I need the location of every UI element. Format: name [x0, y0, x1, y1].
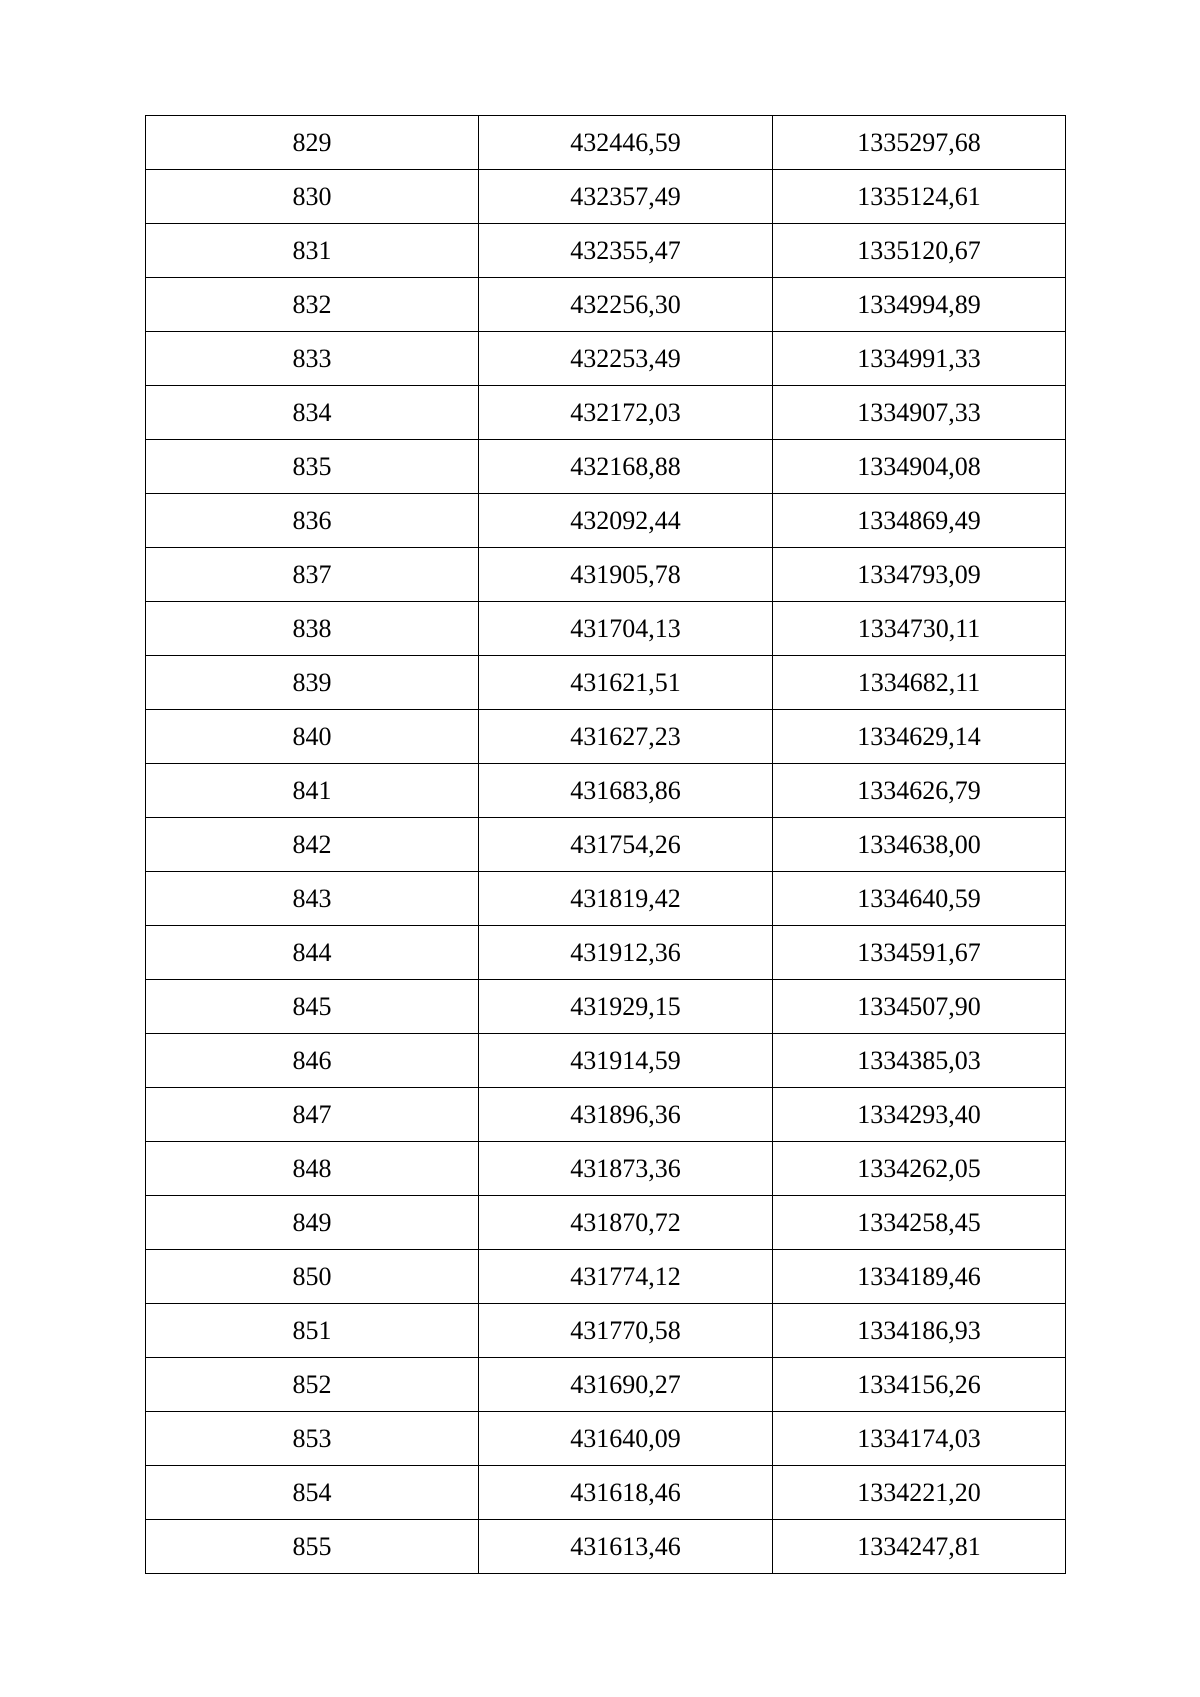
table-row [146, 1412, 1066, 1466]
table-row [146, 1466, 1066, 1520]
table-row [146, 386, 1066, 440]
coordinates-table-body [146, 116, 1066, 1574]
point-number-cell: 855 [146, 1520, 479, 1574]
point-number-cell: 835 [146, 440, 479, 494]
x-coordinate-cell: 432253,49 [479, 332, 773, 386]
y-coordinate-cell: 1334869,49 [773, 494, 1066, 548]
y-coordinate-cell: 1334907,33 [773, 386, 1066, 440]
point-number-cell: 852 [146, 1358, 479, 1412]
y-coordinate-cell: 1334221,20 [773, 1466, 1066, 1520]
table-row [146, 1088, 1066, 1142]
y-coordinate-cell: 1334293,40 [773, 1088, 1066, 1142]
table-row [146, 440, 1066, 494]
point-number-cell: 851 [146, 1304, 479, 1358]
y-coordinate-cell: 1334174,03 [773, 1412, 1066, 1466]
y-coordinate-cell: 1334793,09 [773, 548, 1066, 602]
y-coordinate-cell: 1335120,67 [773, 224, 1066, 278]
point-number-cell: 847 [146, 1088, 479, 1142]
point-number-cell: 844 [146, 926, 479, 980]
y-coordinate-cell: 1334994,89 [773, 278, 1066, 332]
x-coordinate-cell: 431640,09 [479, 1412, 773, 1466]
x-coordinate-cell: 431819,42 [479, 872, 773, 926]
y-coordinate-cell: 1334186,93 [773, 1304, 1066, 1358]
y-coordinate-cell: 1334730,11 [773, 602, 1066, 656]
y-coordinate-cell: 1334629,14 [773, 710, 1066, 764]
x-coordinate-cell: 431774,12 [479, 1250, 773, 1304]
point-number-cell: 834 [146, 386, 479, 440]
table-row [146, 656, 1066, 710]
point-number-cell: 837 [146, 548, 479, 602]
x-coordinate-cell: 431770,58 [479, 1304, 773, 1358]
y-coordinate-cell: 1334638,00 [773, 818, 1066, 872]
y-coordinate-cell: 1334626,79 [773, 764, 1066, 818]
table-row [146, 818, 1066, 872]
table-row [146, 1034, 1066, 1088]
y-coordinate-cell: 1334682,11 [773, 656, 1066, 710]
table-row [146, 278, 1066, 332]
table-row [146, 1304, 1066, 1358]
point-number-cell: 843 [146, 872, 479, 926]
x-coordinate-cell: 431683,86 [479, 764, 773, 818]
x-coordinate-cell: 431912,36 [479, 926, 773, 980]
x-coordinate-cell: 431929,15 [479, 980, 773, 1034]
coordinates-table [145, 115, 1066, 1574]
x-coordinate-cell: 432355,47 [479, 224, 773, 278]
point-number-cell: 831 [146, 224, 479, 278]
point-number-cell: 841 [146, 764, 479, 818]
y-coordinate-cell: 1334247,81 [773, 1520, 1066, 1574]
y-coordinate-cell: 1334385,03 [773, 1034, 1066, 1088]
table-row [146, 548, 1066, 602]
table-row [146, 1358, 1066, 1412]
y-coordinate-cell: 1335297,68 [773, 116, 1066, 170]
point-number-cell: 850 [146, 1250, 479, 1304]
y-coordinate-cell: 1334258,45 [773, 1196, 1066, 1250]
x-coordinate-cell: 432446,59 [479, 116, 773, 170]
table-row [146, 764, 1066, 818]
y-coordinate-cell: 1334991,33 [773, 332, 1066, 386]
x-coordinate-cell: 431873,36 [479, 1142, 773, 1196]
point-number-cell: 833 [146, 332, 479, 386]
x-coordinate-cell: 431618,46 [479, 1466, 773, 1520]
table-row [146, 872, 1066, 926]
point-number-cell: 830 [146, 170, 479, 224]
point-number-cell: 829 [146, 116, 479, 170]
point-number-cell: 839 [146, 656, 479, 710]
table-row [146, 980, 1066, 1034]
x-coordinate-cell: 431704,13 [479, 602, 773, 656]
x-coordinate-cell: 431613,46 [479, 1520, 773, 1574]
x-coordinate-cell: 431627,23 [479, 710, 773, 764]
table-row [146, 170, 1066, 224]
point-number-cell: 853 [146, 1412, 479, 1466]
point-number-cell: 840 [146, 710, 479, 764]
y-coordinate-cell: 1334189,46 [773, 1250, 1066, 1304]
point-number-cell: 842 [146, 818, 479, 872]
x-coordinate-cell: 432092,44 [479, 494, 773, 548]
x-coordinate-cell: 431896,36 [479, 1088, 773, 1142]
x-coordinate-cell: 431914,59 [479, 1034, 773, 1088]
y-coordinate-cell: 1334262,05 [773, 1142, 1066, 1196]
x-coordinate-cell: 432168,88 [479, 440, 773, 494]
table-row [146, 224, 1066, 278]
x-coordinate-cell: 432172,03 [479, 386, 773, 440]
table-row [146, 710, 1066, 764]
x-coordinate-cell: 432256,30 [479, 278, 773, 332]
y-coordinate-cell: 1335124,61 [773, 170, 1066, 224]
table-row [146, 1142, 1066, 1196]
y-coordinate-cell: 1334591,67 [773, 926, 1066, 980]
point-number-cell: 838 [146, 602, 479, 656]
x-coordinate-cell: 432357,49 [479, 170, 773, 224]
x-coordinate-cell: 431621,51 [479, 656, 773, 710]
x-coordinate-cell: 431754,26 [479, 818, 773, 872]
y-coordinate-cell: 1334904,08 [773, 440, 1066, 494]
table-row [146, 602, 1066, 656]
y-coordinate-cell: 1334640,59 [773, 872, 1066, 926]
table-row [146, 1196, 1066, 1250]
x-coordinate-cell: 431905,78 [479, 548, 773, 602]
y-coordinate-cell: 1334507,90 [773, 980, 1066, 1034]
point-number-cell: 846 [146, 1034, 479, 1088]
table-row [146, 494, 1066, 548]
table-row [146, 1250, 1066, 1304]
table-row [146, 1520, 1066, 1574]
point-number-cell: 854 [146, 1466, 479, 1520]
table-row [146, 332, 1066, 386]
x-coordinate-cell: 431690,27 [479, 1358, 773, 1412]
y-coordinate-cell: 1334156,26 [773, 1358, 1066, 1412]
point-number-cell: 848 [146, 1142, 479, 1196]
table-row [146, 926, 1066, 980]
table-row [146, 116, 1066, 170]
x-coordinate-cell: 431870,72 [479, 1196, 773, 1250]
point-number-cell: 832 [146, 278, 479, 332]
point-number-cell: 836 [146, 494, 479, 548]
point-number-cell: 849 [146, 1196, 479, 1250]
point-number-cell: 845 [146, 980, 479, 1034]
